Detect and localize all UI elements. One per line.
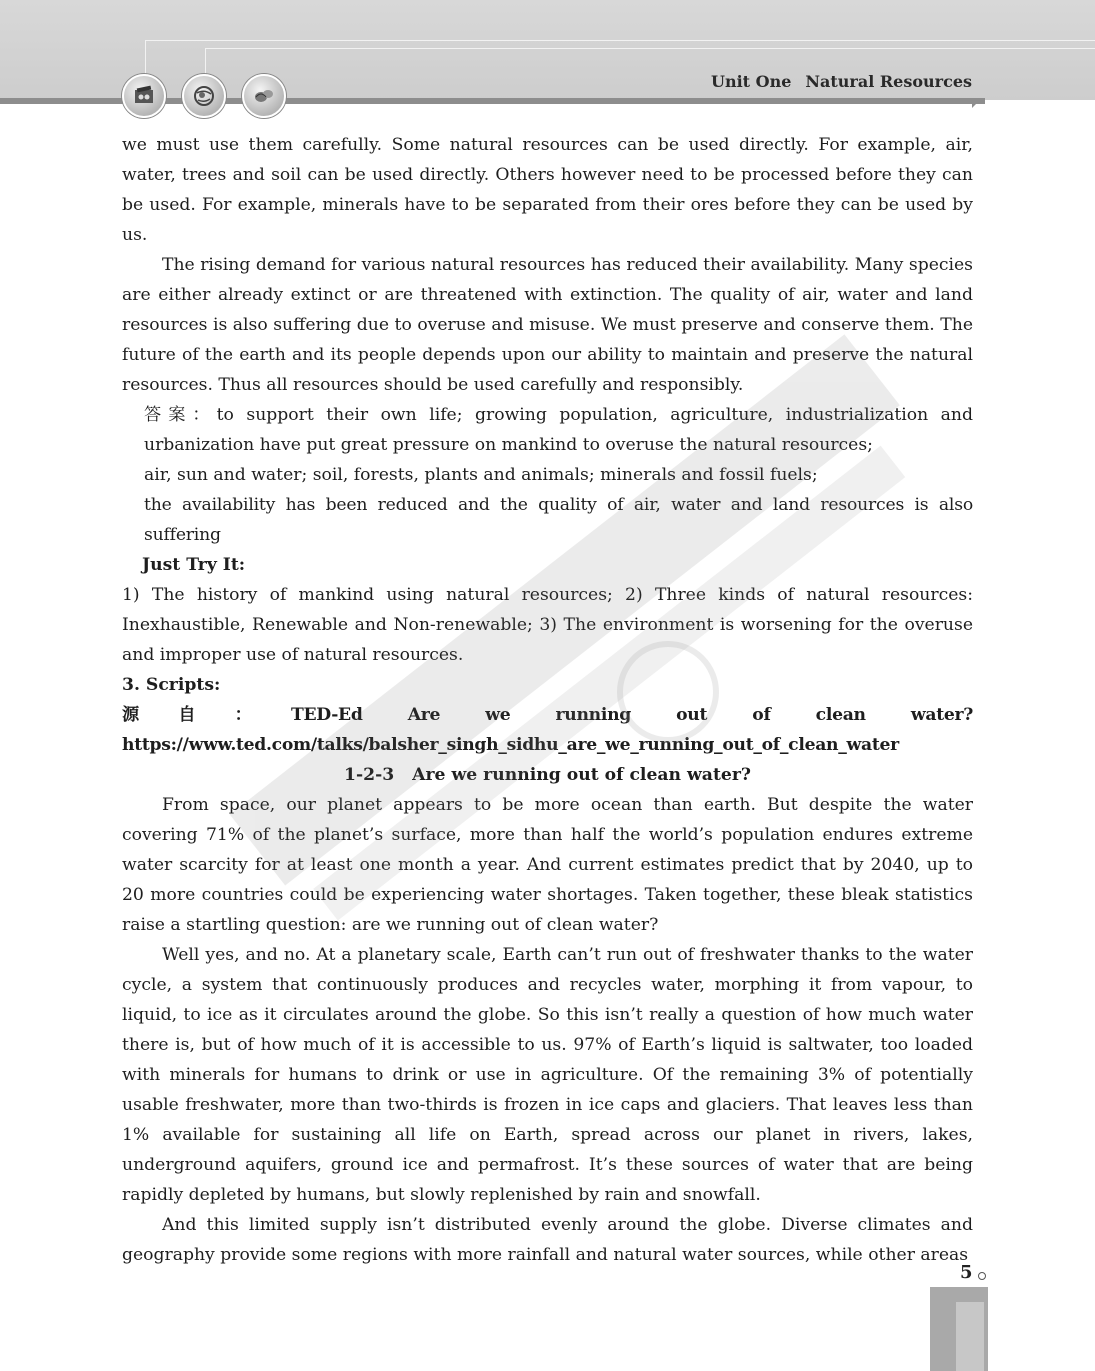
answer-line: 答案：to support their own life; growing population, agriculture, industrialization and urbanization have put great pressure on mankind to overuse the natural resources; (144, 405, 973, 455)
just-try-text: 1) The history of mankind using natural resources; 2) Three kinds of natural resources: Inexhaustible, Renewable and Non-renewable; 3) The environment is worsening for the overuse and improper use of natural resources. (122, 585, 973, 665)
page-content (122, 130, 973, 1270)
body-paragraph: From space, our planet appears to be more ocean than earth. But despite the water covering 71% of the planet’s surface, more than half the world’s population endures extreme water scarcity for at least one month a year. And current estimates predict that by 2040, up to 20 more countries could be experiencing water shortages. Taken together, these bleak statistics raise a startling question: are we running out of clean water? (122, 795, 973, 935)
answer-line: air, sun and water; soil, forests, plants and animals; minerals and fossil fuels; (144, 465, 818, 485)
page-number: 5 (960, 1262, 973, 1283)
scripts-heading: 3. Scripts: (122, 675, 221, 695)
header-decor-line (145, 40, 1095, 41)
answer-block (144, 400, 973, 550)
globe-icon (182, 74, 226, 118)
header-decor-line (205, 48, 1095, 49)
source-citation: 源自：TED-Ed Are we running out of clean water? https://www.ted.com/talks/balsher_singh_sidhu_are_we_running_out_of_clean_water (122, 705, 973, 755)
corner-tab-inner (956, 1302, 984, 1371)
header-decor-tick (145, 40, 146, 76)
just-try-heading: Just Try It: (142, 555, 246, 575)
body-paragraph: we must use them carefully. Some natural resources can be used directly. For example, air, water, trees and soil can be used directly. Others however need to be processed before they can be used. For example, minerals have to be separated from their ores before they can be used by us. (122, 135, 973, 245)
shells-icon (242, 74, 286, 118)
unit-title: Natural Resources (805, 72, 972, 91)
body-paragraph: And this limited supply isn’t distributed evenly around the globe. Diverse climates and geography provide some regions with more rainfall and natural water sources, while other areas (122, 1215, 973, 1265)
film-reel-icon (122, 74, 166, 118)
page-number-dot (978, 1272, 986, 1280)
answer-line: the availability has been reduced and the quality of air, water and land resources is also suffering (144, 495, 973, 545)
header-decor-tick (205, 48, 206, 76)
body-paragraph: The rising demand for various natural resources has reduced their availability. Many species are either already extinct or are threatened with extinction. The quality of air, water and land resources is also suffering due to overuse and misuse. We must preserve and conserve them. The future of the earth and its people depends upon our ability to maintain and preserve the natural resources. Thus all resources should be used carefully and responsibly. (122, 255, 973, 395)
unit-label: Unit One (711, 72, 792, 91)
running-head (711, 72, 972, 91)
header-notch (972, 98, 982, 108)
section-title: 1-2-3 Are we running out of clean water? (344, 765, 751, 785)
body-paragraph: Well yes, and no. At a planetary scale, Earth can’t run out of freshwater thanks to the water cycle, a system that continuously produces and recycles water, morphing it from vapour, to liquid, to ice as it circulates around the globe. So this isn’t really a question of how much water there is, but of how much of it is accessible to us. 97% of Earth’s liquid is saltwater, too loaded with minerals for humans to drink or use in agriculture. Of the remaining 3% of potentially usable freshwater, more than two-thirds is frozen in ice caps and glaciers. That leaves less than 1% available for sustaining all life on Earth, spread across our planet in rivers, lakes, underground aquifers, ground ice and permafrost. It’s these sources of water that are being rapidly depleted by humans, but slowly replenished by rain and snowfall. (122, 945, 973, 1205)
